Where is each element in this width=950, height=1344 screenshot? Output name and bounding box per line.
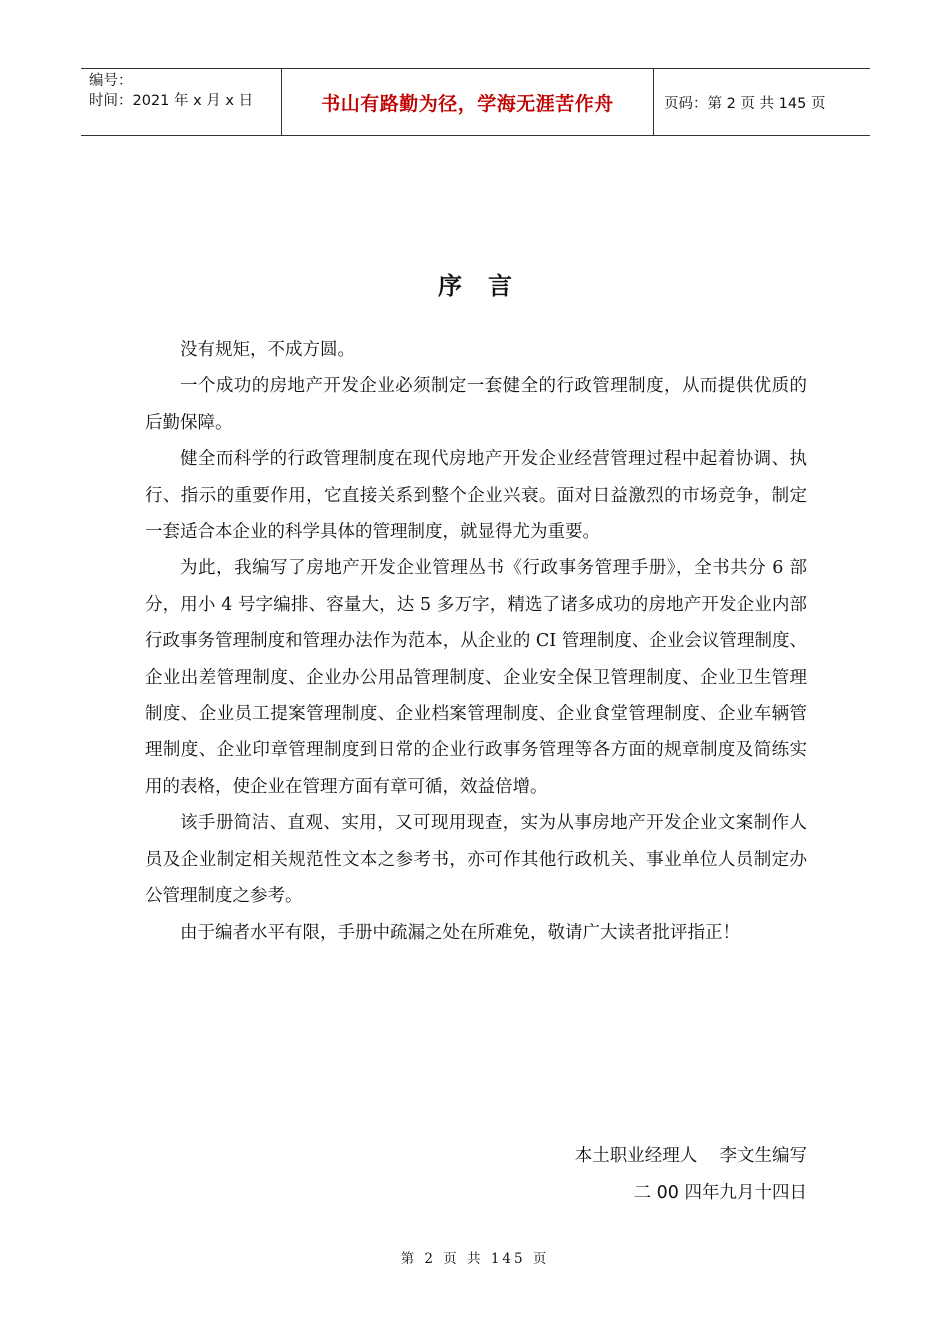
paragraph: 没有规矩，不成方圆。 bbox=[180, 340, 355, 360]
signature-date: 二 00 四年九月十四日 bbox=[633, 1183, 807, 1203]
header-table bbox=[81, 68, 870, 136]
signature-block bbox=[575, 1138, 807, 1212]
signature-author: 本土职业经理人 李文生编写 bbox=[574, 1146, 807, 1166]
number-label: 编号： bbox=[89, 73, 133, 89]
header-left-cell bbox=[81, 69, 281, 135]
paragraph: 为此，我编写了房地产开发企业管理丛书《行政事务管理手册》，全书共分 6 部分，用小 4 号字编排、容量大，达 5 多万字，精选了诸多成功的房地产开发企业内部行政事务管理制度和管理办法作为范本，从企业的 CI 管理制度、企业会议管理制度、企业出差管理制度、企业办公用品管理制度、企业安全保卫管理制度、企业卫生管理制度、企业员工提案管理制度、企业档案管理制度、企业食堂管理制度、企业车辆管理制度、企业印章管理制度到日常的企业行政事务管理等各方面的规章制度及简练实用的表格，使企业在管理方面有章可循，效益倍增。 bbox=[145, 558, 807, 797]
paragraph: 健全而科学的行政管理制度在现代房地产开发企业经营管理过程中起着协调、执行、指示的重要作用，它直接关系到整个企业兴衰。面对日益激烈的市场竞争，制定一套适合本企业的科学具体的管理制度，就显得尤为重要。 bbox=[145, 449, 807, 543]
date-label: 时间：2021 年 x 月 x 日 bbox=[89, 93, 254, 109]
paragraph: 一个成功的房地产开发企业必须制定一套健全的行政管理制度，从而提供优质的后勤保障。 bbox=[145, 376, 807, 433]
page-footer: 第 2 页 共 145 页 bbox=[400, 1251, 550, 1267]
header-motto: 书山有路勤为径，学海无涯苦作舟 bbox=[281, 69, 654, 135]
preface-body bbox=[145, 332, 807, 951]
paragraph: 由于编者水平有限，手册中疏漏之处在所难免，敬请广大读者批评指正！ bbox=[180, 922, 740, 943]
header-page-info: 页码：第 2 页 共 145 页 bbox=[664, 95, 826, 112]
page-title: 序言 bbox=[438, 272, 538, 300]
paragraph: 该手册简洁、直观、实用，又可现用现查，实为从事房地产开发企业文案制作人员及企业制定相关规范性文本之参考书，亦可作其他行政机关、事业单位人员制定办公管理制度之参考。 bbox=[145, 813, 807, 907]
